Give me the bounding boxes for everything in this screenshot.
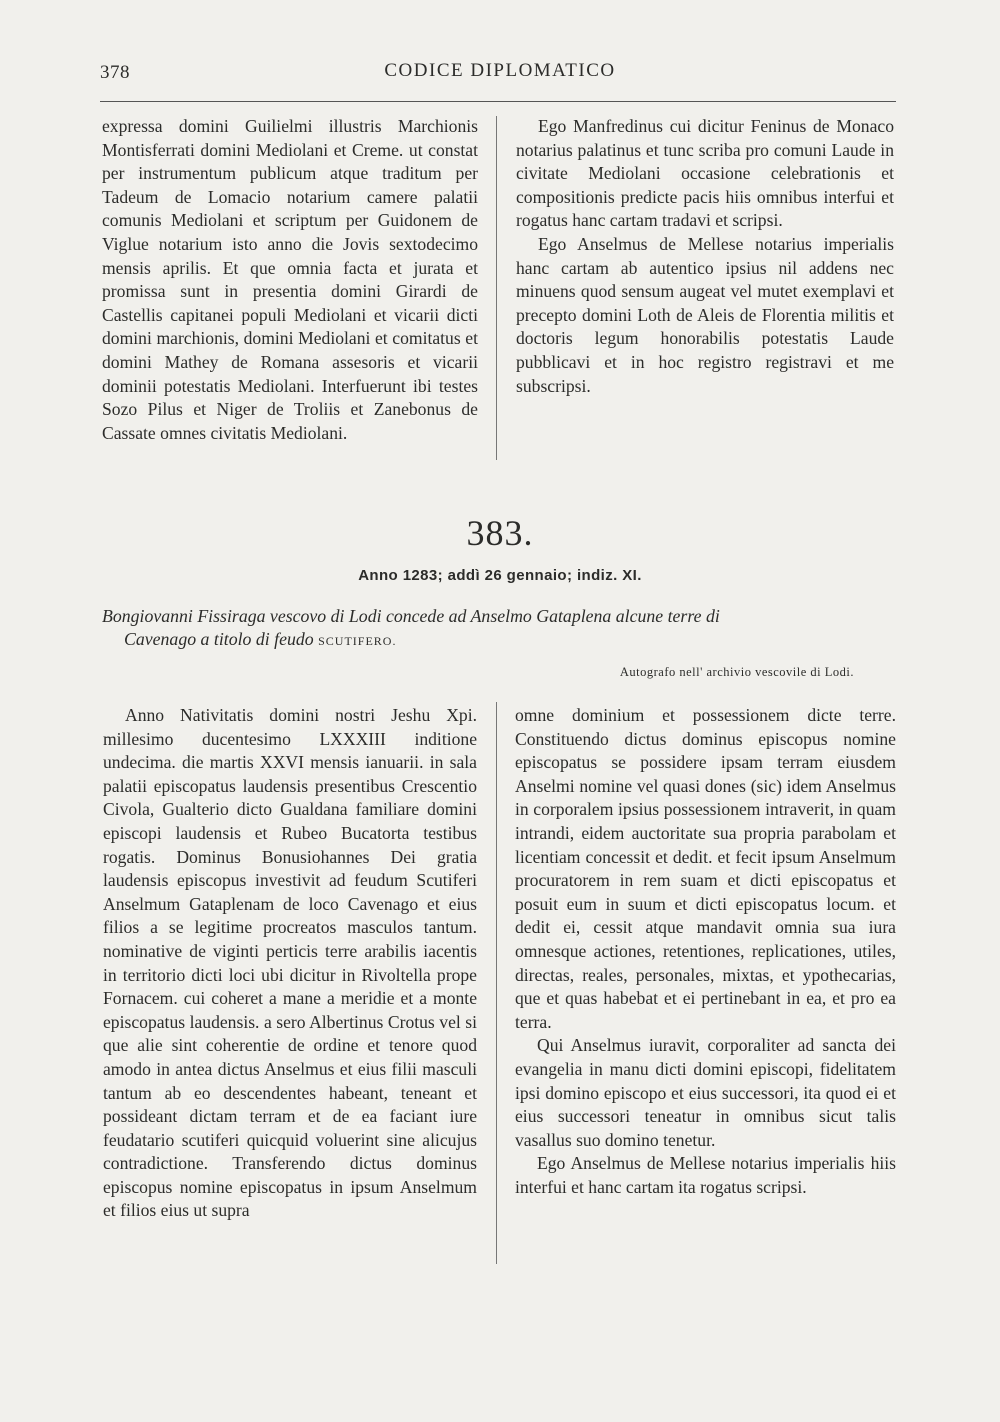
regest-line-indented: [102, 628, 894, 653]
column-divider: [496, 702, 497, 1264]
paragraph: omne dominium et possessionem dicte terre. Constituendo dictus dominus episcopus nomine episcopatus se possidere ipsam terram eiusdem Anselmi nomine vel quasi dones (sic) idem Anselmus in corporalem ipsius possessionem intraverit, in quam intrandi, eidem auctoritate sua propria parabolam et licentiam concessit et dedit. et fecit ipsum Anselmum procuratorem in rem suam et dicti episcopatus et posuit eum in suum et dicti episcopatus locum. et dedit ei, cessit atque mandavit omnia sua iura omnesque actiones, retentiones, replicationes, utiles, directas, reales, personales, mixtas, et ypothecarias, que et quas habebat et ei pertinebant in ea, et pro ea terra.: [515, 705, 896, 1032]
regest-line: Bongiovanni Fissiraga vescovo di Lodi concede ad Anselmo Gataplena alcune terre di: [102, 606, 720, 626]
paragraph: expressa domini Guilielmi illustris Marchionis Montisferrati domini Mediolani et Creme. ut constat per instrumentum publicum atque traditum per Tadeum de Lomacio notarium camere palatii comunis Mediolani et scriptum per Guidonem de Viglue notarium isto anno die Jovis sextodecimo mensis aprilis. Et que omnia facta et jurata et promissa sunt in presentia domini Girardi de Castellis capitanei populi Mediolani et vicarii dicti domini marchionis, domini Mediolani et comitatus et domini Mathey de Romana assesoris et vicarii dominii potestatis Mediolani. Interfuerunt ibi testes Sozo Pilus et Niger de Troliis et Zanebonus de Cassate omnes civitatis Mediolani.: [102, 116, 478, 443]
document-date: Anno 1283; addì 26 gennaio; indiz. XI.: [358, 567, 642, 584]
paragraph: Ego Manfredinus cui dicitur Feninus de Monaco notarius palatinus et tunc scriba pro comuni Laude in civitate Mediolani occasione celebrationis et compositionis predicte pacis hiis omnibus interfui et rogatus hanc cartam tradavi et scripsi.: [516, 116, 894, 231]
top-left-column: [102, 115, 478, 445]
bottom-right-column: [515, 704, 896, 1199]
source-note: Autografo nell' archivio vescovile di Lodi.: [619, 665, 854, 679]
regest-line: Cavenago a titolo di feudo: [124, 629, 314, 649]
column-divider: [496, 116, 497, 460]
running-title: CODICE DIPLOMATICO: [384, 60, 616, 81]
bottom-left-column: [103, 704, 477, 1223]
document-number: 383.: [466, 513, 534, 553]
paragraph: Qui Anselmus iuravit, corporaliter ad sancta dei evangelia in manu dicti domini episcopi, fidelitatem ipsi domino episcopo et eius successori, ita quod ei et eius successori teneatur in omnibus sicut talis vasallus suo domino tenetur.: [515, 1035, 896, 1150]
paragraph: Ego Anselmus de Mellese notarius imperialis hiis interfui et hanc cartam ita rogatus scripsi.: [515, 1153, 896, 1197]
paragraph: Anno Nativitatis domini nostri Jeshu Xpi. millesimo ducentesimo LXXXIII inditione undecima. die martis XXVI mensis ianuarii. in sala palatii episcopatus laudensis presentibus Crescentio Civola, Gualterio dicto Gualdana familiare domini episcopi laudensis et Rubeo Bucatorta testibus rogatis. Dominus Bonusiohannes Dei gratia laudensis episcopus investivit ad feudum Scutiferi Anselmum Gataplenam de loco Cavenago et eius filios a se legitime procreatos masculos tantum. nominative de viginti perticis terre arabilis iacentis in territorio dicti loci ubi dicitur in Rivoltella prope Fornacem. cui coheret a mane a meridie et a monte episcopatus laudensis. a sero Albertinus Crotus vel si que alie sint coherentie de ordine et tenore quod amodo in antea dictus Anselmus et eius filii masculi tantum ab eo descendentes habeant, teneant et possideant dictam terram et de ea faciant iure feudatario scutiferi quicquid voluerint sine alicujus contradictione. Transferendo dictus dominus episcopus nomine episcopatus in ipsum Anselmum et filios eius ut supra: [103, 705, 477, 1221]
document-regest: [102, 605, 894, 653]
paragraph: Ego Anselmus de Mellese notarius imperialis hanc cartam ab autentico ipsius nil addens nec minuens quod sensum augeat vel mutet exemplavi et precepto domini Loth de Aleis de Florentia militis et doctoris legum honorabilis potestatis Laude pubblicavi et in hoc registro registravi et me subscripsi.: [516, 233, 894, 396]
header-rule: [100, 101, 896, 102]
page-number: 378: [100, 62, 130, 83]
regest-small-caps: SCUTIFERO.: [318, 634, 397, 648]
top-right-column: [516, 115, 894, 398]
